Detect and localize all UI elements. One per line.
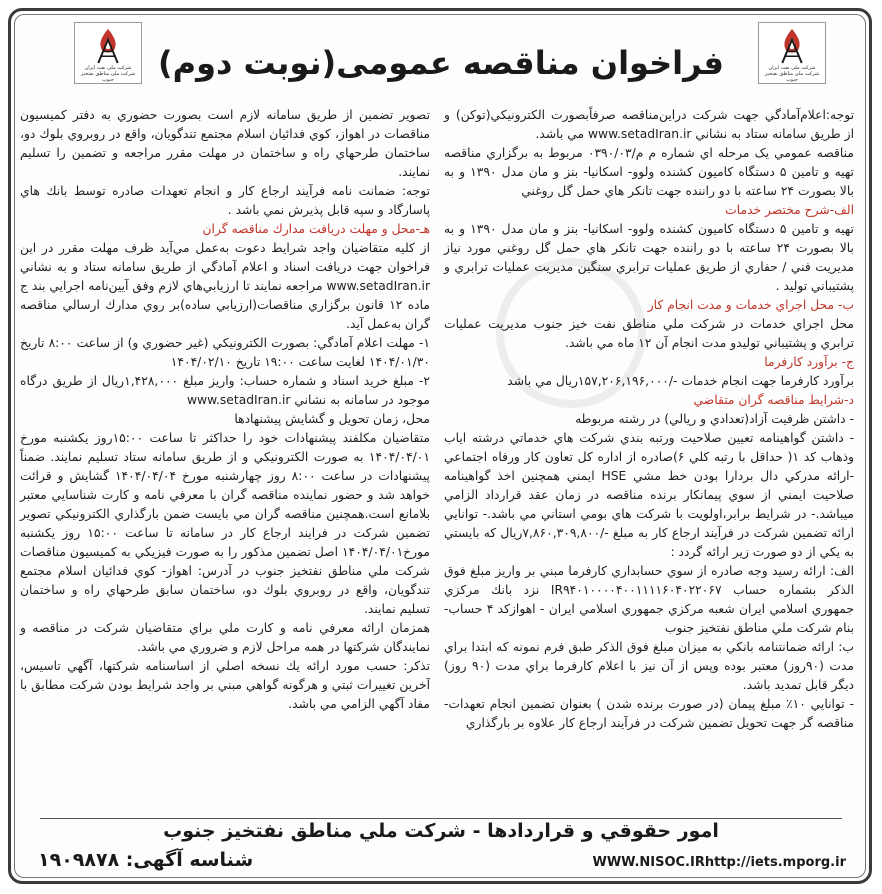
fee-item: ۲- مبلغ خريد اسناد و شماره حساب: واريز مبلغ ۱,۴۲۸,۰۰۰ريال از طريق درگاه موجود در سامانه به نشاني www.setadIran.ir <box>20 374 430 407</box>
guarantee-option: الف: ارائه رسيد وجه صادره از سوي حسابداري كارفرما مبني بر واريز مبلغ فوق الذكر بشماره حساب IR۹۴۰۱۰۰۰۰۴۰۰۱۱۱۱۶۰۴۰۲۲۰۶۷ نزد بانك مركزي جمهوري اسلامي ايران شعبه مركزي جمهوري اسلامي ايران - اهوازكد ۴ حساب- بنام شركت ملي مناطق نفتخيز جنوب <box>444 564 854 635</box>
section-heading: د-شرايط مناقصه گران متقاضي <box>693 393 854 407</box>
submission-paragraph: متقاضيان مكلفند پيشنهادات خود را حداكثر تا ساعت ۱۵:۰۰روز يكشنبه مورخ ۱۴۰۴/۰۴/۰۱ به صورت الكترونيكي و از طريق سامانه ستاد تسليم نمايند. ضمناً پيشنهادات در ساعت ۸:۰۰ روز چهارشنبه مورخ ۱۴۰۴/۰۴/۰۴ گشايش و قرائت خواهد شد و حضور نماينده مناقصه گران با معرفي نامه و كارت شناسايي معتبر بلامانع است.همچنين مناقصه گران مي بايست ضمن بارگذاري الكترونيكي تصوير تضمين شركت در فرايند ارجاع كار در سامانه تا ساعت ۱۵:۰۰ روز يكشنبه مورخ۱۴۰۴/۰۴/۰۱ اصل تضمين مذكور را به صورت فيزيكي به كميسيون مناقصات شركت ملي مناطق نفتخيز جنوب در آدرس: اهواز- كوي فدائيان اسلام مجتمع تندگويان، واقع در روبروي بلوك دو، ساختمان سابق طرحهاي راه و ساختمان تسليم نمايند. <box>20 431 430 616</box>
services-description: تهيه و تامين ۵ دستگاه كاميون كشنده ولوو- اسكانيا- بنز و مان مدل ۱۳۹۰ و به بالا بصورت ۲۴ ساعته با دو راننده جهت تانكر هاي حمل گل روغني مورد نياز مديريت فني / حفاري از طريق عمليات ترابري سنگين مديريت عمليات ترابري و پشتيباني توليد . <box>444 222 854 293</box>
footer-websites: WWW.NISOC.IRhttp://iets.mporg.ir <box>592 855 846 870</box>
condition-item: - داشتن ظرفيت آزاد(تعدادي و ريالي) در رشته مربوطه <box>575 412 854 426</box>
reminder-note: تذكر: حسب مورد ارائه يك نسخه اصلي از اساسنامه شركتها، آگهي تاسيس، آخرين تغييرات ثبتي و هرگونه گواهي مبني بر واجد شرايط بودن شركت مطابق با مفاد آگهي الزامي مي باشد. <box>20 659 430 711</box>
bank-note: توجه: ضمانت نامه فرآيند ارجاع كار و انجام تعهدات صادره توسط بانك هاي پاسارگاد و سپه قابل پذيرش نمي باشد . <box>20 184 430 217</box>
logo-caption: شرکت ملی نفت ایران <box>768 65 816 71</box>
guarantee-option: ب: ارائه ضمانتنامه بانكي به ميزان مبلغ فوق الذكر طبق فرم نمونه كه ابتدا براي مدت (۹۰روز) معتبر بوده وپس از آن نيز با اعلام كارفرما براي مدت (۹۰ روز) ديگر قابل تمديد باشد. <box>444 640 854 692</box>
logo-caption: شرکت ملی مناطق نفتخیز جنوب <box>80 71 136 83</box>
subsection-heading: محل، زمان تحويل و گشايش پيشنهادها <box>234 412 430 426</box>
footer-divider <box>40 818 842 819</box>
section-heading: ب- محل اجراي خدمات و مدت انجام كار <box>647 298 854 312</box>
guarantee-submission: تصوير تضمين از طريق سامانه لازم است بصورت حضوري به دفتر كميسيون مناقصات در اهواز، كوي فدائيان اسلام مجتمع تندگويان، واقع در روبروي بلوك دو، ساختمان طرحهاي راه و ساختمان در مهلت مقرر مراجعه و تضمين را تسليم نمايند. <box>20 108 430 179</box>
nioc-logo-right <box>758 22 826 84</box>
employer-estimate: برآورد كارفرما جهت انجام خدمات -/۱۵۷,۲۰۶,۱۹۶,۰۰۰ريال مي باشد <box>507 374 854 388</box>
ad-id: شناسه آگهی: ۱۹۰۹۸۷۸ <box>38 849 254 871</box>
logo-caption: شرکت ملی نفت ایران <box>84 65 132 71</box>
location-duration: محل اجراي خدمات در شركت ملي مناطق نفت خيز جنوب مديريت عمليات ترابري و پشتيباني توليدو مدت انجام آن ۱۲ ماه مي باشد. <box>444 317 854 350</box>
section-heading: ج- برآورد كارفرما <box>764 355 854 369</box>
right-column <box>444 106 854 733</box>
deadline-item: ۱- مهلت اعلام آمادگي: بصورت الكترونيكي (غير حضوري و) از ساعت ۸:۰۰ تاريخ ۱۴۰۴/۰۱/۳۰ لغايت ساعت ۱۹:۰۰ تاريخ ۱۴۰۴/۰۲/۱۰ <box>20 336 431 369</box>
nioc-logo-left <box>74 22 142 84</box>
flame-derrick-icon <box>90 26 126 65</box>
tender-description: مناقصه عمومي يک مرحله اي شماره م م/۰۳۹۰/۰۳ مربوط به برگزاري مناقصه تهيه و تامين ۵ دستگاه كاميون كشنده ولوو- اسكانيا- بنز و مان مدل ۱۳۹۰ و به بالا بصورت ۲۴ ساعته با دو راننده جهت تانكر هاي حمل گل روغني <box>444 146 854 198</box>
flame-derrick-icon <box>774 26 810 65</box>
condition-item: - توانايي ۱۰٪ مبلغ پيمان (در صورت برنده شدن ) بعنوان تضمين انجام تعهدات- مناقصه گر جهت تحويل تضمين شركت در فرآيند ارجاع كار علاوه بر بارگذاري <box>444 697 854 730</box>
footer-department: امور حقوقي و قراردادها - شركت ملي مناطق نفتخيز جنوب <box>163 820 719 842</box>
logo-caption: شرکت ملی مناطق نفتخیز جنوب <box>764 71 820 83</box>
section-heading: الف-شرح مختصر خدمات <box>725 203 854 217</box>
page-title: فراخوان مناقصه عمومی(نوبت دوم) <box>158 44 724 82</box>
section-heading: هـ-محل و مهلت دريافت مدارك مناقصه گران <box>202 222 430 236</box>
identification-note: همزمان ارائه معرفي نامه و كارت ملي براي متقاضيان شركت در مناقصه و نمايندگان شركتها در همه مراحل لازم و ضروري مي باشد. <box>20 621 430 654</box>
left-column <box>20 106 430 714</box>
invitation-paragraph: از كليه متقاضيان واجد شرايط دعوت به‌عمل مي‌آيد ظرف مهلت مقرر در اين فراخوان جهت دريافت اسناد و اعلام آمادگي از طريق سامانه ستاد و به نشاني www.setadIran.ir مراجعه نمايند تا ارزيابي‌هاي لازم وفق آيين‌نامه اجرايي بند ج ماده ۱۲ قانون برگزاري مناقصات(ارزيابي ساده)بر روي مدارك ارسالي مناقصه گران به‌عمل آيد. <box>20 241 430 331</box>
notice-paragraph: توجه:اعلام‌آمادگي جهت شركت در‌اين‌مناقصه صرفاًبصورت الكترونيكي(توكن) و از طريق سامانه ستاد به نشاني www.setadIran.ir مي باشد. <box>444 108 854 141</box>
condition-item: - داشتن گواهينامه تعيين صلاحيت ورتبه بندي شركت هاي خدماتي درشته اياب وذهاب كد ۱( حداقل با رتبه كلي ۶)صادره از اداره كل تعاون كار ورفاه اجتماعي -ارائه مدركي دال بردارا بودن خط مشي HSE ايمني همچنين اخذ گواهينامه صلاحيت ايمني از سوي پيمانكار برنده مناقصه در زمان عقد قرارداد الزامي ميباشد.- در شرايط برابر،اولويت با شركت هاي بومي استاني مي باشد.- توانايي ارائه تضمين شركت در فرآيند ارجاع كار به مبلغ -/۷,۸۶۰,۳۰۹,۸۰۰ريال كه بايستي به يكي از دو صورت زير ارائه گردد : <box>444 431 854 559</box>
